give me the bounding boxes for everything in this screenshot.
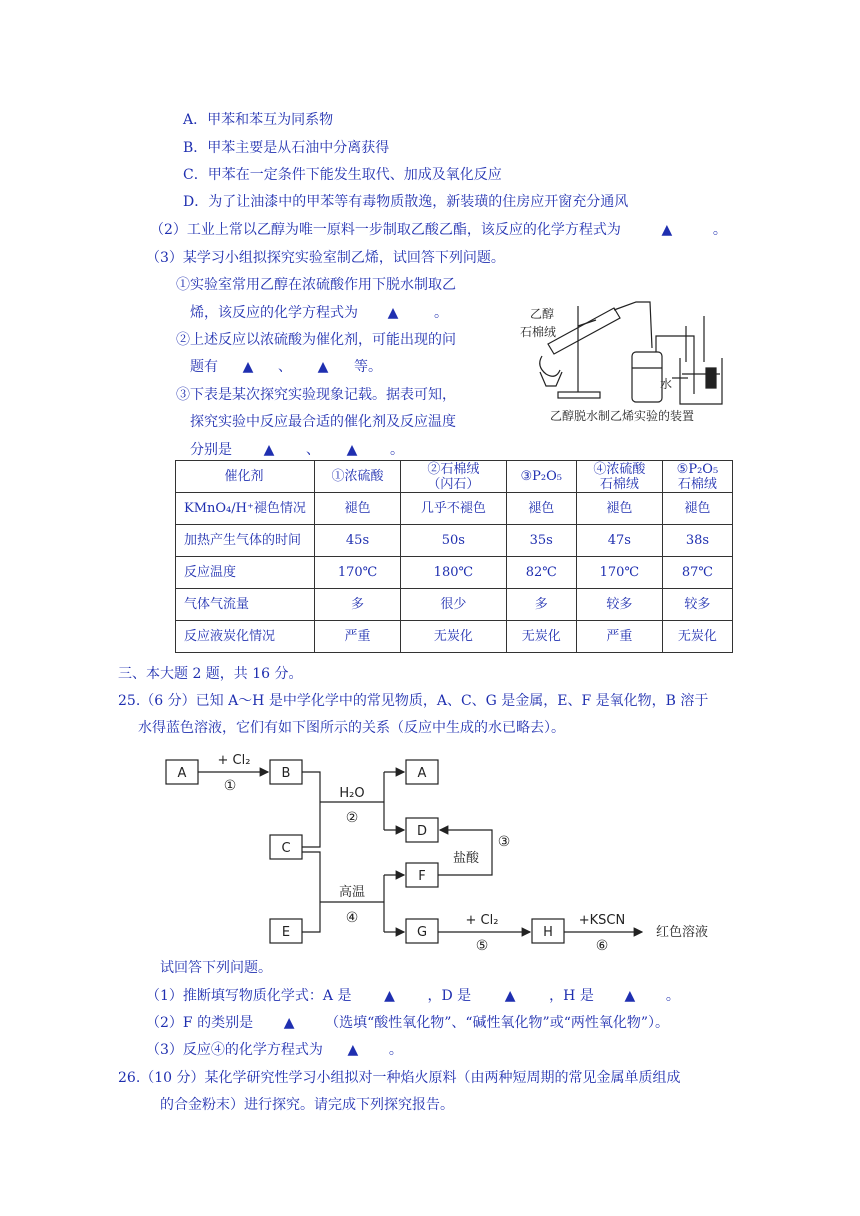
label-ethanol: 乙醇 xyxy=(530,307,555,321)
reagent-kscn: +KSCN xyxy=(578,913,626,928)
table-row xyxy=(176,621,733,653)
question-26a: 26.（10 分）某化学研究性学习小组拟对一种焰火原料（由两种短周期的常见金属单质组成 xyxy=(118,1070,681,1086)
table-cell: 很少 xyxy=(401,589,507,621)
step-4: ④ xyxy=(345,910,359,926)
question-25b: 水得蓝色溶液，它们有如下图所示的关系（反应中生成的水已略去）。 xyxy=(138,720,565,736)
ethanol-dehydration-apparatus xyxy=(520,296,735,426)
reaction-diagram xyxy=(158,752,738,952)
step-5: ⑤ xyxy=(475,938,489,952)
header-cell: ④浓硫酸 石棉绒 xyxy=(576,461,662,493)
question-2: （2）工业上常以乙醇为唯一原料一步制取乙酸乙酯，该反应的化学方程式为 ▲ 。 xyxy=(150,222,727,238)
reagent-hcl: 盐酸 xyxy=(452,851,480,866)
label-water: 水 xyxy=(660,377,673,391)
apparatus-caption: 乙醇脱水制乙烯实验的装置 xyxy=(550,409,695,423)
reagent-cl2-5: + Cl₂ xyxy=(465,913,499,928)
table-row xyxy=(176,589,733,621)
question-25-1: （1）推断填写物质化学式：A 是 ▲ ，D 是 ▲ ，H 是 ▲ 。 xyxy=(146,988,680,1004)
row-label: 反应液炭化情况 xyxy=(176,621,315,653)
condition-high-temp: 高温 xyxy=(338,885,366,900)
table-cell: 多 xyxy=(506,589,576,621)
table-cell: 褪色 xyxy=(576,493,662,525)
table-cell: 严重 xyxy=(315,621,401,653)
header-cell: ⑤P₂O₅ 石棉绒 xyxy=(662,461,732,493)
question-3-2b: 题有 ▲ 、 ▲ 等。 xyxy=(190,359,382,375)
header-cell: ①浓硫酸 xyxy=(315,461,401,493)
step-6: ⑥ xyxy=(595,938,609,952)
header-cell: ②石棉绒 （闪石） xyxy=(401,461,507,493)
table-cell: 45s xyxy=(315,525,401,557)
node-h: H xyxy=(543,925,553,940)
table-cell: 87℃ xyxy=(662,557,732,589)
question-3-2a: ②上述反应以浓硫酸为催化剂，可能出现的问 xyxy=(176,332,456,348)
red-solution-label: 红色溶液 xyxy=(655,925,709,940)
question-25-intro: 试回答下列问题。 xyxy=(160,960,272,976)
table-cell: 褪色 xyxy=(506,493,576,525)
table-cell: 180℃ xyxy=(401,557,507,589)
question-26b: 的合金粉末）进行探究。请完成下列探究报告。 xyxy=(160,1097,454,1113)
table-cell: 47s xyxy=(576,525,662,557)
option-a: A．甲苯和苯互为同系物 xyxy=(183,112,334,128)
node-d: D xyxy=(416,824,428,839)
row-label: KMnO₄/H⁺褪色情况 xyxy=(176,493,315,525)
step-1: ① xyxy=(223,778,237,794)
table-cell: 无炭化 xyxy=(662,621,732,653)
table-cell: 无炭化 xyxy=(401,621,507,653)
table-cell: 82℃ xyxy=(506,557,576,589)
option-b: B．甲苯主要是从石油中分离获得 xyxy=(183,140,390,156)
step-3: ③ xyxy=(497,834,511,850)
question-25-3: （3）反应④的化学方程式为 ▲ 。 xyxy=(146,1042,403,1058)
experiment-table xyxy=(175,460,733,653)
table-cell: 35s xyxy=(506,525,576,557)
node-b: B xyxy=(281,766,291,781)
table-cell: 严重 xyxy=(576,621,662,653)
node-c: C xyxy=(281,841,291,856)
table-header-row xyxy=(176,461,733,493)
row-label: 反应温度 xyxy=(176,557,315,589)
question-3-3c: 分别是 ▲ 、 ▲ 。 xyxy=(190,442,404,458)
table-cell: 170℃ xyxy=(576,557,662,589)
table-cell: 多 xyxy=(315,589,401,621)
table-cell: 无炭化 xyxy=(506,621,576,653)
table-cell: 较多 xyxy=(576,589,662,621)
table-row xyxy=(176,557,733,589)
node-g: G xyxy=(416,925,428,940)
question-3-1b: 烯，该反应的化学方程式为 ▲ 。 xyxy=(190,305,448,321)
section-3-heading: 三、本大题 2 题，共 16 分。 xyxy=(118,666,303,682)
question-25a: 25.（6 分）已知 A～H 是中学化学中的常见物质，A、C、G 是金属，E、F 是氧化物，B 溶于 xyxy=(118,693,709,709)
table-row xyxy=(176,525,733,557)
question-3-intro: （3）某学习小组拟探究实验室制乙烯，试回答下列问题。 xyxy=(146,250,505,266)
option-c: C．甲苯在一定条件下能发生取代、加成及氧化反应 xyxy=(183,167,502,183)
header-catalyst: 催化剂 xyxy=(176,461,315,493)
node-e: E xyxy=(281,925,291,940)
node-a-product: A xyxy=(417,766,427,781)
table-cell: 170℃ xyxy=(315,557,401,589)
row-label: 加热产生气体的时间 xyxy=(176,525,315,557)
question-25-2: （2）F 的类别是 ▲ （选填“酸性氧化物”、“碱性氧化物”或“两性氧化物”）。 xyxy=(146,1015,670,1031)
header-cell: ③P₂O₅ xyxy=(506,461,576,493)
node-f: F xyxy=(418,869,426,884)
reagent-h2o: H₂O xyxy=(339,786,365,801)
option-d: D．为了让油漆中的甲苯等有毒物质散逸，新装璜的住房应开窗充分通风 xyxy=(183,194,629,210)
node-a: A xyxy=(177,766,187,781)
table-cell: 38s xyxy=(662,525,732,557)
row-label: 气体气流量 xyxy=(176,589,315,621)
reagent-cl2-1: + Cl₂ xyxy=(217,753,251,768)
table-cell: 50s xyxy=(401,525,507,557)
table-cell: 褪色 xyxy=(315,493,401,525)
table-cell: 褪色 xyxy=(662,493,732,525)
table-cell: 较多 xyxy=(662,589,732,621)
question-3-3b: 探究实验中反应最合适的催化剂及反应温度 xyxy=(190,414,456,430)
question-3-1a: ①实验室常用乙醇在浓硫酸作用下脱水制取乙 xyxy=(176,277,456,293)
step-2: ② xyxy=(345,810,359,826)
question-3-3a: ③下表是某次探究实验现象记载。据表可知， xyxy=(176,387,456,403)
label-asbestos: 石棉绒 xyxy=(520,325,557,339)
table-row xyxy=(176,493,733,525)
table-cell: 几乎不褪色 xyxy=(401,493,507,525)
